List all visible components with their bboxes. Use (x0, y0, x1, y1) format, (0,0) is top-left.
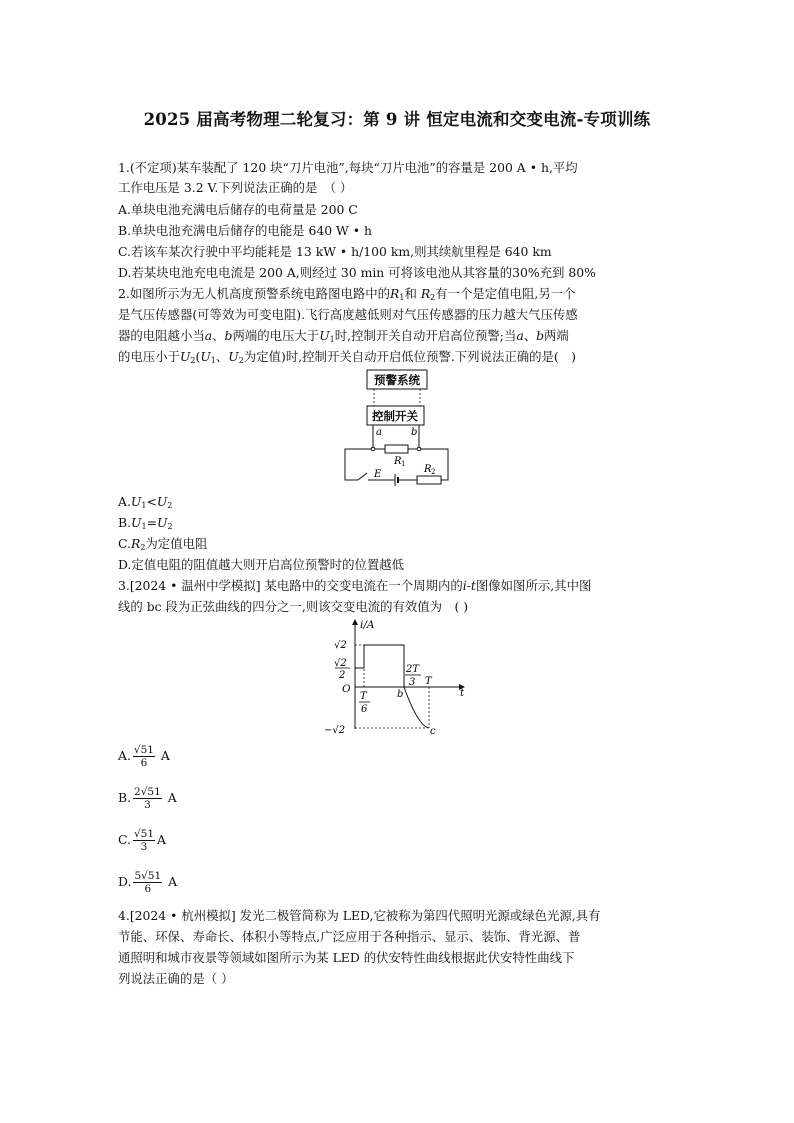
tick-t6-den: 6 (361, 704, 368, 715)
q3-line1: 3.[2024 • 温州中学模拟] 某电路中的交变电流在一个周期内的i-t图像如图所示,其中图 (118, 578, 592, 593)
q2-option-c: $C.R_2$为定值电阻 (118, 536, 208, 552)
y-tick-half-num: √2 (334, 658, 347, 669)
page-title: 2025 届高考物理二轮复习：第 9 讲 恒定电流和交变电流-专项训练 (143, 110, 651, 129)
resistor-r2 (417, 476, 441, 484)
sine-quarter-bc (404, 687, 429, 728)
q1-option-a: A.单块电池充满电后储存的电荷量是 200 C (118, 202, 358, 217)
q3-option-c: C. $\frac{√51}{3}$ A (118, 828, 166, 853)
i-axis-label: i/A (360, 619, 375, 631)
t-axis-label: t (460, 687, 465, 699)
r1-subscript: 1 (401, 460, 406, 468)
q2-line1: 2.如图所示为无人机高度预警系统电路图电路中的$R_1$和 $R_2$有一个是定值电阻,另一个 (118, 286, 576, 302)
q2-line3: 器的电阻越小当a、b两端的电压大于$U_1$时,控制开关自动开启高位预警;当a、b两端 (118, 328, 569, 344)
tick-2t3-num: 2T (406, 664, 420, 675)
q2-line2: 是气压传感器(可等效为可变电阻).飞行高度越低则对气压传感器的压力越大气压传感 (118, 307, 578, 322)
q1-line1: 1.(不定项)某车装配了 120 块“刀片电池”,每块“刀片电池”的容量是 200 A • h,平均 (118, 160, 578, 175)
r2-label: R (424, 464, 432, 475)
emf-label: E (374, 469, 382, 480)
node-a-label: a (376, 427, 382, 438)
q2-option-b: $B.U_1=U_2$ (118, 515, 173, 531)
point-c-label: c (430, 726, 436, 737)
tick-t6-num: T (360, 691, 367, 702)
q2-line4: 的电压小于$U_2(U_1$、$U_2$为定值)时,控制开关自动开启低位预警.下列说法正确的是( ) (118, 349, 576, 365)
q4-line1: 4.[2024 • 杭州模拟] 发光二极管简称为 LED,它被称为第四代照明光源或绿色光源,具有 (118, 908, 601, 923)
switch (358, 473, 367, 480)
q2-option-a: $A.U_1<U_2$ (118, 494, 173, 510)
q3-option-d: D. $\frac{5√51}{6}$ A (118, 870, 178, 895)
node-b-label: b (411, 427, 418, 438)
q4-line3: 通照明和城市夜景等领域如图所示为某 LED 的伏安特性曲线根据此伏安特性曲线下 (118, 950, 575, 965)
r1-label: R (394, 456, 402, 467)
q1-option-c: C.若该车某次行驶中平均能耗是 13 kW • h/100 km,则其续航里程是 640 km (118, 244, 552, 259)
q3-option-a: A. $\frac{√51}{6}$ A (118, 744, 170, 769)
circuit-diagram (340, 368, 455, 490)
y-tick-half-den: 2 (339, 670, 346, 681)
y-tick-neg-sqrt2: −√2 (324, 725, 346, 736)
current-waveform (355, 645, 404, 687)
tick-period-label: T (425, 676, 432, 687)
q2-option-d: D.定值电阻的阻值越大则开启高位预警时的位置越低 (118, 557, 405, 572)
y-tick-sqrt2: √2 (334, 640, 347, 651)
tick-2t3-den: 3 (409, 677, 416, 688)
control-switch-label: 控制开关 (372, 409, 418, 423)
q4-line4: 列说法正确的是（ ） (118, 971, 234, 986)
q1-option-d: D.若某块电池充电电流是 200 A,则经过 30 min 可将该电池从其容量的30%充到 80% (118, 265, 596, 280)
q1-line2: 工作电压是 3.2 V.下列说法正确的是 （ ） (118, 180, 353, 195)
q1-option-b: B.单块电池充满电后储存的电能是 640 W • h (118, 223, 372, 238)
current-time-graph (322, 614, 472, 740)
origin-label: O (342, 683, 351, 695)
q3-line2: 线的 bc 段为正弦曲线的四分之一,则该交变电流的有效值为 ( ) (118, 599, 469, 614)
point-b-label: b (397, 689, 404, 700)
r2-subscript: 2 (431, 468, 436, 476)
q4-line2: 节能、环保、寿命长、体积小等特点,广泛应用于各种指示、显示、装饰、背光源、普 (118, 929, 581, 944)
q3-option-b: B. $\frac{2√51}{3}$ A (118, 786, 177, 811)
resistor-r1 (385, 445, 408, 453)
warning-system-label: 预警系统 (374, 373, 420, 387)
